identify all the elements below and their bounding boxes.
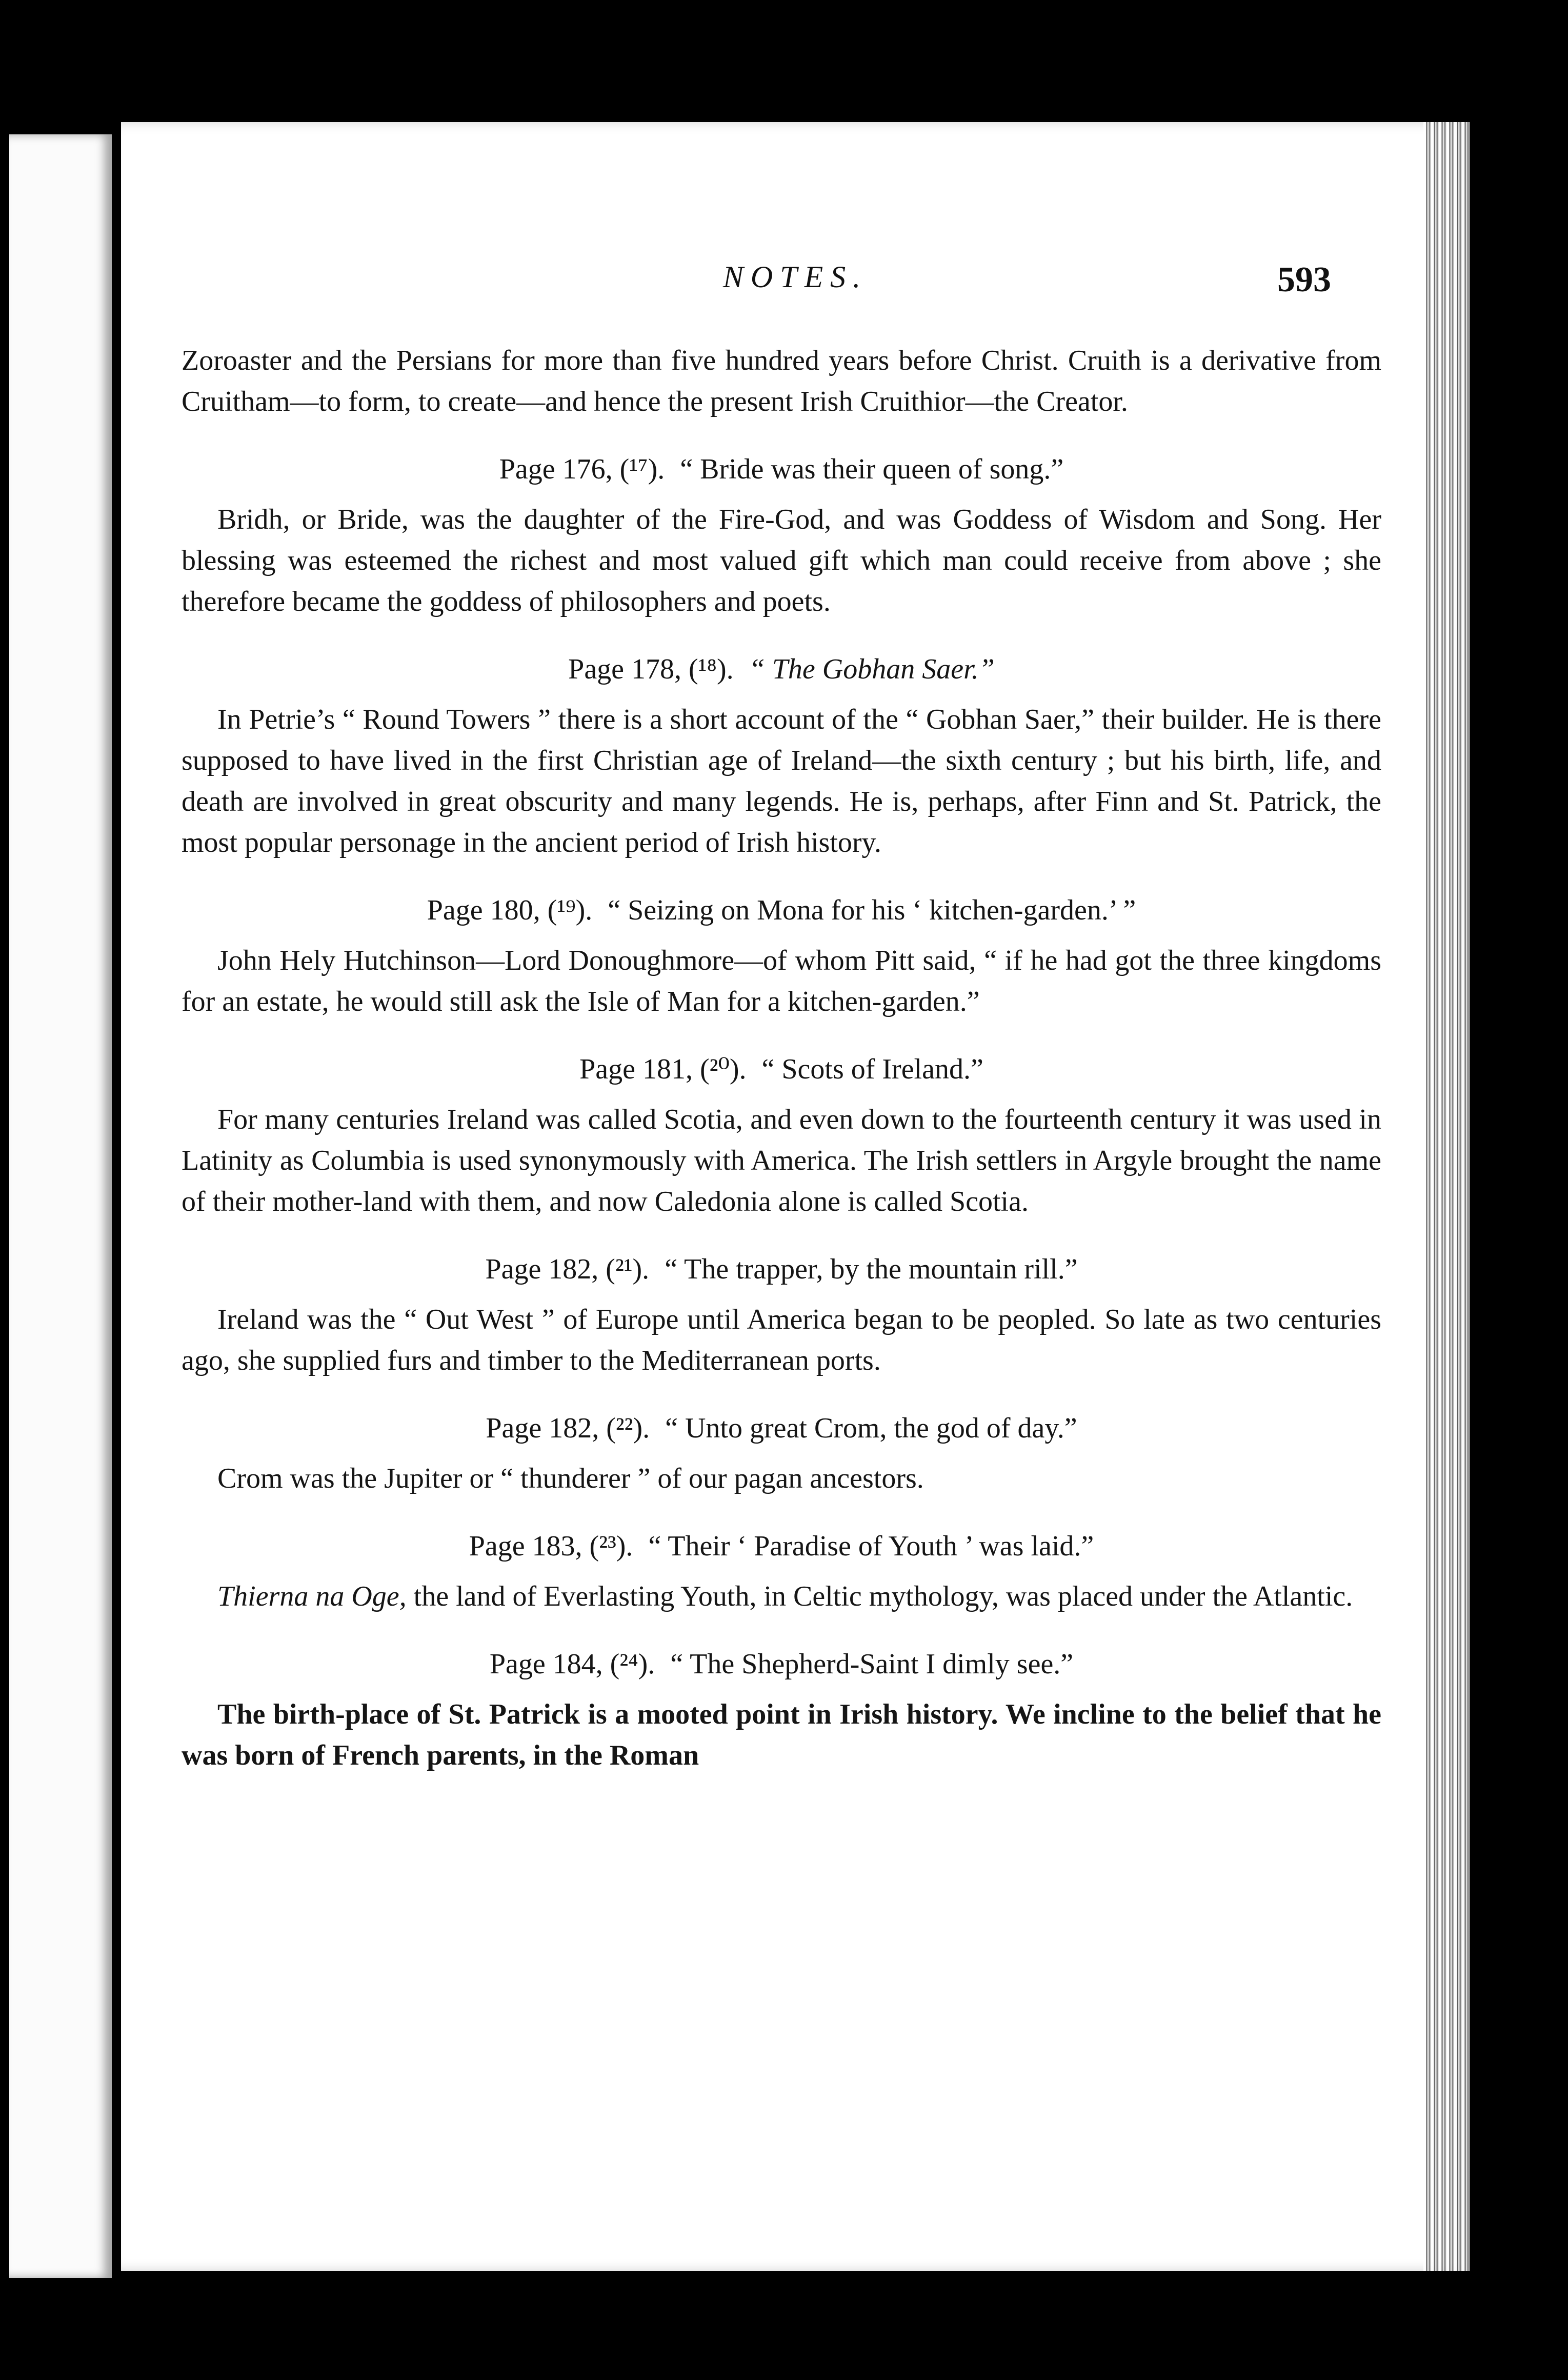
note-24 (182, 1644, 1381, 1776)
page-fore-edge (1423, 122, 1470, 2271)
note-heading (182, 649, 1381, 690)
note-reference: Page 182, (²²). (486, 1412, 650, 1444)
note-reference: Page 178, (¹⁸). (568, 653, 734, 685)
note-text (182, 699, 1381, 863)
note-18 (182, 649, 1381, 863)
note-text (182, 940, 1381, 1022)
note-heading (182, 1408, 1381, 1449)
note-text-body: Crom was the Jupiter or “ thunderer ” of our pagan ancestors. (217, 1463, 924, 1494)
note-lead-term: Thierna na Oge, (217, 1581, 407, 1612)
note-text (182, 1099, 1381, 1222)
note-text-body: The birth-place of St. Patrick is a mooted point in Irish history. We incline to the belief that he was born of French parents, in the Roman (182, 1698, 1381, 1771)
note-reference: Page 181, (²⁰). (579, 1053, 747, 1085)
running-head (121, 259, 1470, 316)
note-heading (182, 890, 1381, 931)
facing-page-edge (9, 134, 112, 2278)
note-reference: Page 182, (²¹). (485, 1253, 650, 1285)
note-quote: “ The trapper, by the mountain rill.” (665, 1253, 1078, 1285)
note-23 (182, 1526, 1381, 1617)
note-heading (182, 1049, 1381, 1090)
note-text-body: For many centuries Ireland was called Scotia, and even down to the fourteenth century it was used in Latinity as Columbia is used synonymously with America. The Irish settlers in Argyle brought the name of their mother-land with them, and now Caledonia alone is called Scotia. (182, 1104, 1381, 1217)
note-text (182, 1458, 1381, 1499)
note-text (182, 1694, 1381, 1776)
note-text-body: the land of Everlasting Youth, in Celtic mythology, was placed under the Atlantic. (406, 1581, 1353, 1612)
running-title: NOTES. (722, 260, 868, 294)
note-text-body: John Hely Hutchinson—Lord Donoughmore—of whom Pitt said, “ if he had got the three kingdoms for an estate, he would still ask the Isle of Man for a kitchen-garden.” (182, 945, 1381, 1017)
note-text (182, 499, 1381, 622)
note-heading (182, 1644, 1381, 1685)
note-text (182, 1299, 1381, 1381)
note-quote: “ Their ‘ Paradise of Youth ’ was laid.” (648, 1530, 1094, 1562)
note-quote: “ Bride was their queen of song.” (680, 453, 1064, 485)
opening-paragraph: Zoroaster and the Persians for more than five hundred years before Christ. Cruith is a derivative from Cruitham—to form, to create—and hence the present Irish Cruithior—the Creator. (182, 345, 1381, 417)
note-heading (182, 449, 1381, 490)
note-reference: Page 183, (²³). (469, 1530, 633, 1562)
note-20 (182, 1049, 1381, 1222)
note-reference: Page 176, (¹⁷). (499, 453, 665, 485)
note-quote: “ Unto great Crom, the god of day.” (665, 1412, 1077, 1444)
note-heading (182, 1249, 1381, 1290)
page-number: 593 (1277, 260, 1331, 299)
note-19 (182, 890, 1381, 1022)
note-text-body: Bridh, or Bride, was the daughter of the Fire-God, and was Goddess of Wisdom and Song. Her blessing was esteemed the richest and most valued gift which man could receive from above ; she therefore became the goddess of philosophers and poets. (182, 504, 1381, 617)
note-text (182, 1576, 1381, 1617)
note-text-body: In Petrie’s “ Round Towers ” there is a short account of the “ Gobhan Saer,” their builder. He is there supposed to have lived in the first Christian age of Ireland—the sixth century ; but his birth, life, and death are involved in great obscurity and many legends. He is, perhaps, after Finn and St. Patrick, the most popular personage in the ancient period of Irish history. (182, 704, 1381, 858)
note-quote: “ The Shepherd-Saint I dimly see.” (670, 1648, 1074, 1680)
note-reference: Page 180, (¹⁹). (427, 894, 593, 926)
note-quote: “ The Gobhan Saer.” (749, 653, 995, 685)
note-quote: “ Seizing on Mona for his ‘ kitchen-garden.’ ” (608, 894, 1136, 926)
note-heading (182, 1526, 1381, 1567)
notes-body (182, 340, 1381, 1776)
book-page (121, 122, 1470, 2271)
note-17 (182, 449, 1381, 622)
note-22 (182, 1408, 1381, 1499)
note-quote: “ Scots of Ireland.” (761, 1053, 983, 1085)
note-reference: Page 184, (²⁴). (489, 1648, 655, 1680)
note-text-body: Ireland was the “ Out West ” of Europe until America began to be peopled. So late as two centuries ago, she supplied furs and timber to the Mediterranean ports. (182, 1304, 1381, 1376)
note-21 (182, 1249, 1381, 1381)
